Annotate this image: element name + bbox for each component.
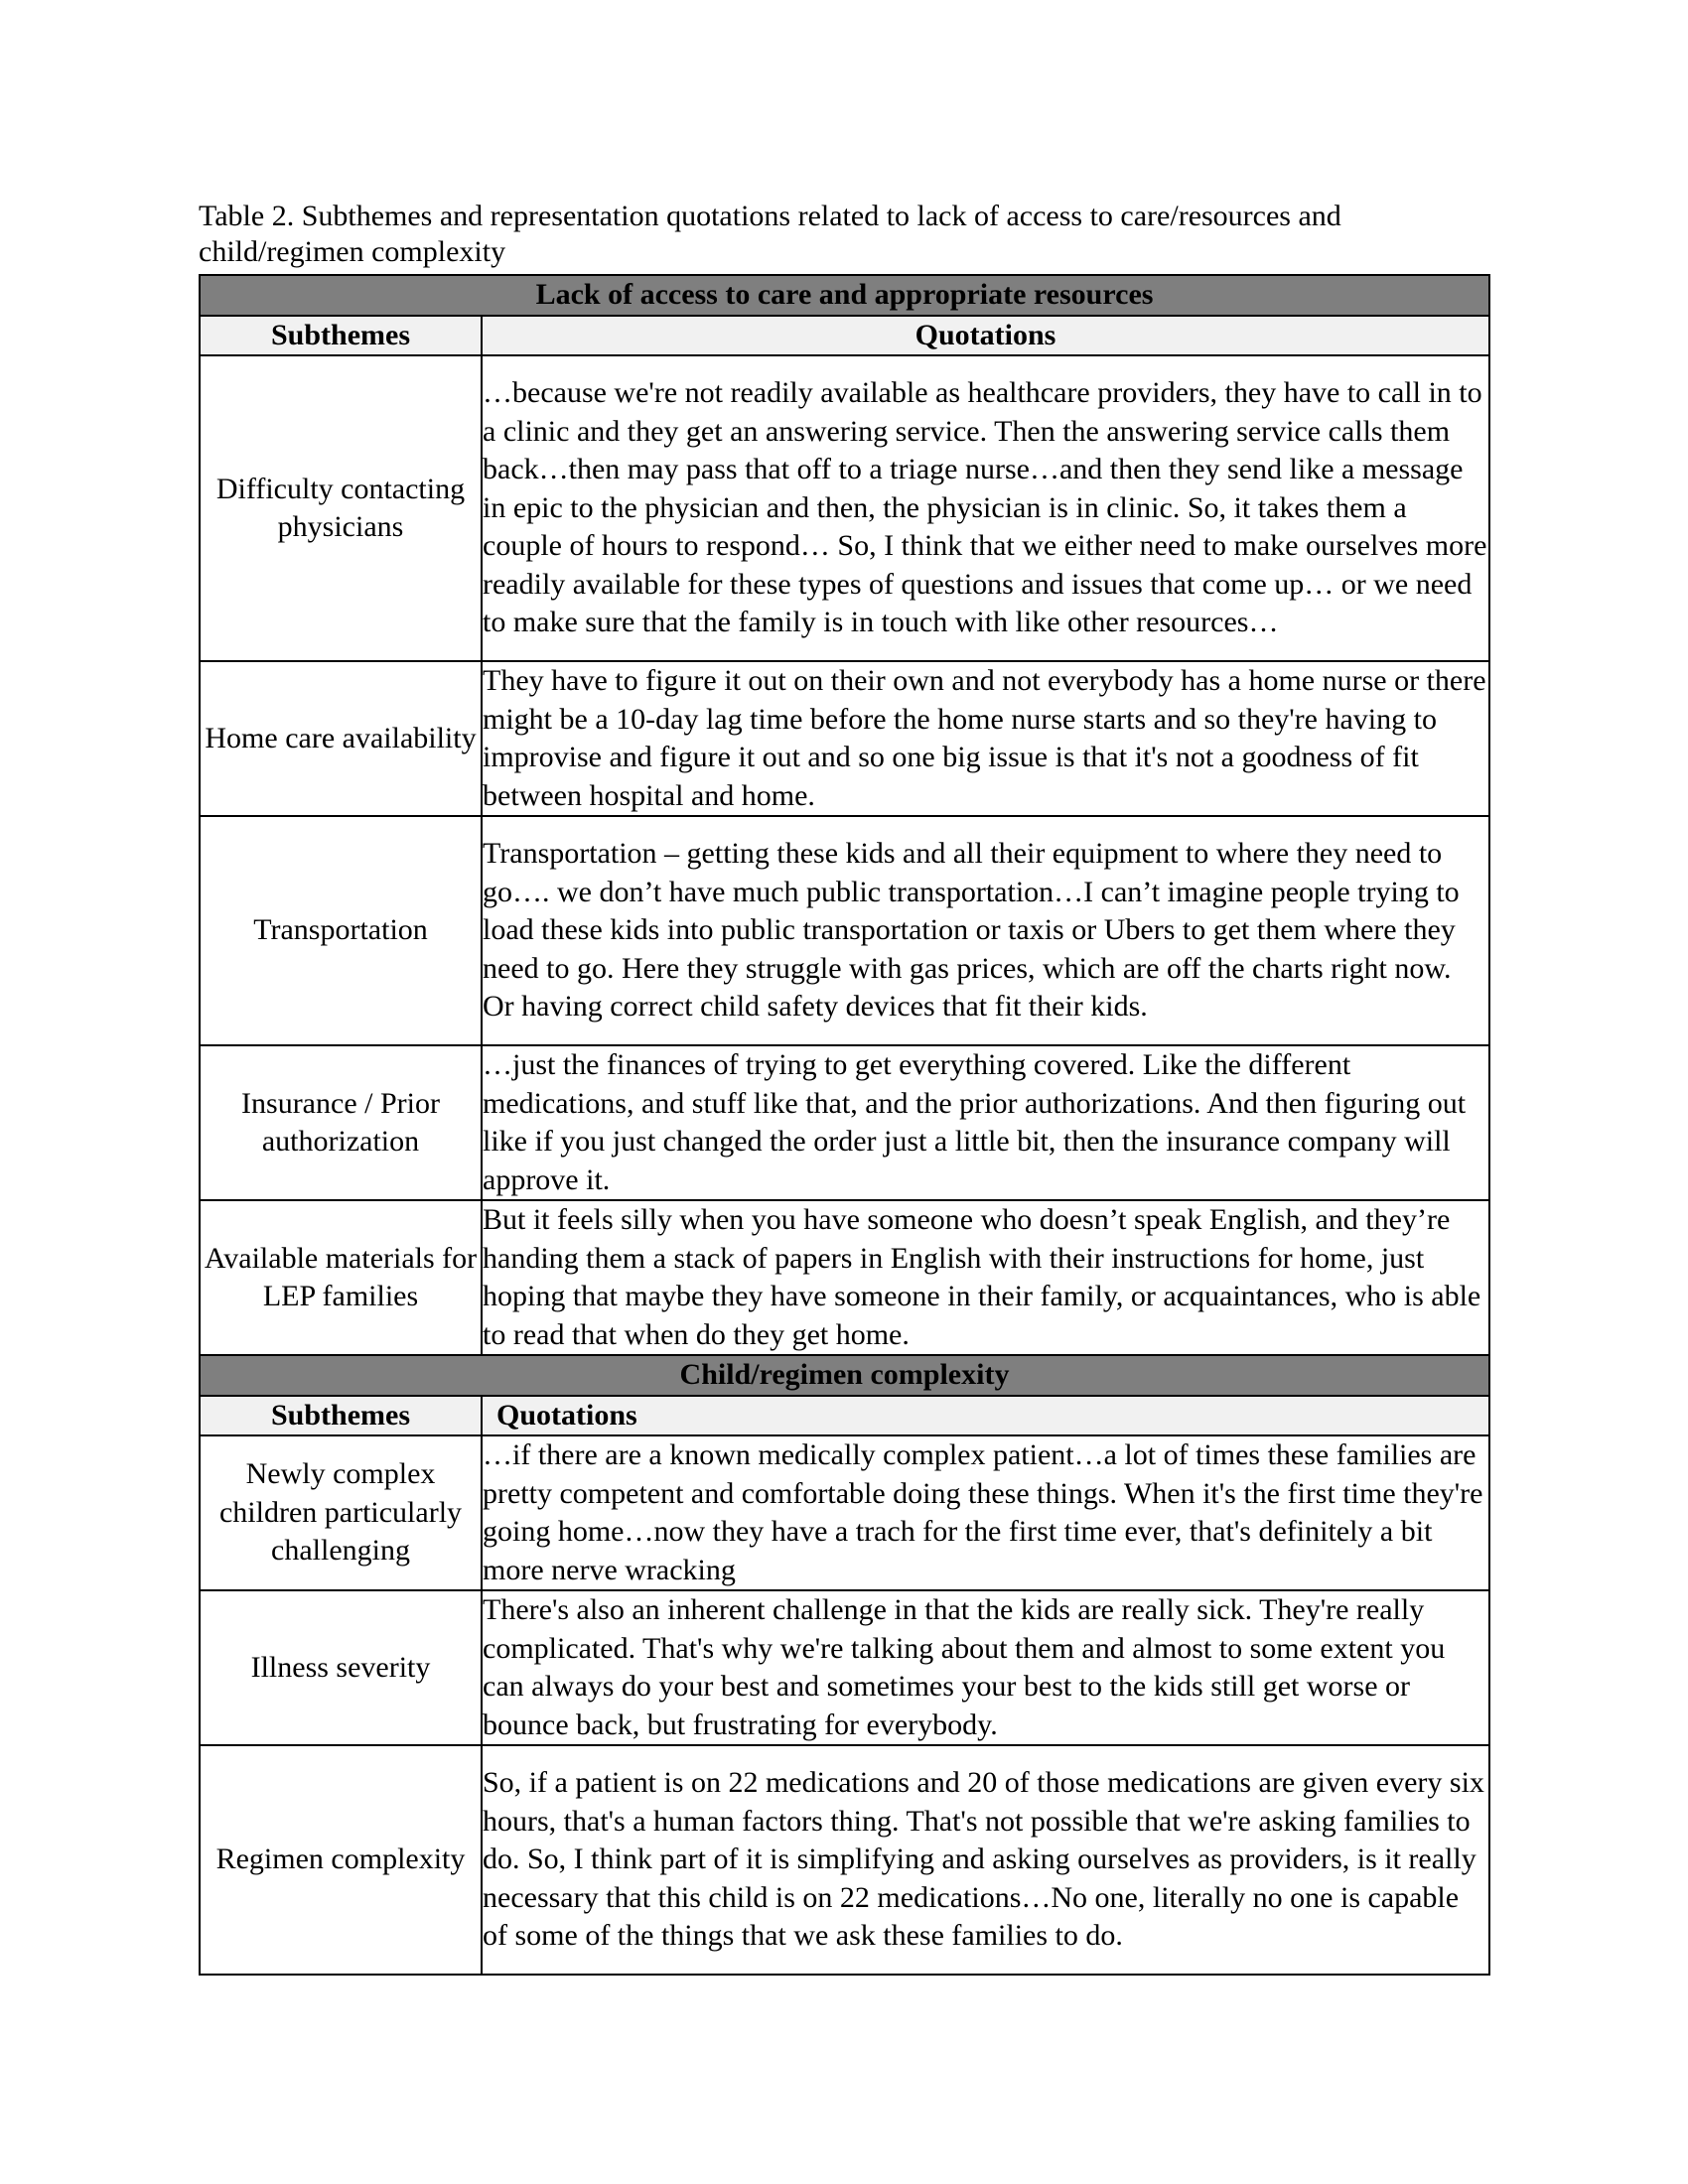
- subtheme-cell: Transportation: [200, 816, 482, 1045]
- quotation-cell: Transportation – getting these kids and all their equipment to where they need to go…. we don’t have much public transportation…I can’t imagine people trying to load these kids into public transportation or taxis or Ubers to get them where they need to go. Here they struggle with gas prices, which are off the charts right now. Or having correct child safety devices that fit their kids.: [482, 816, 1489, 1045]
- quotation-cell: …because we're not readily available as healthcare providers, they have to call in to a clinic and they get an answering service. Then the answering service calls them back…then may pass that off to a triage nurse…and then they send like a message in epic to the physician and then, the physician is in clinic. So, it takes them a couple of hours to respond… So, I think that we either need to make ourselves more readily available for these types of questions and issues that come up… or we need to make sure that the family is in touch with like other resources…: [482, 355, 1489, 661]
- subtheme-cell: Illness severity: [200, 1590, 482, 1745]
- table-row: [200, 816, 1489, 1045]
- subtheme-cell: Available materials for LEP families: [200, 1200, 482, 1355]
- section-title: Child/regimen complexity: [200, 1355, 1489, 1396]
- column-header-subthemes: Subthemes: [200, 1396, 482, 1436]
- table-caption: Table 2. Subthemes and representation quotations related to lack of access to care/resources and child/regimen complexity: [199, 200, 1341, 268]
- subtheme-cell: Newly complex children particularly challenging: [200, 1435, 482, 1590]
- table-row: [200, 661, 1489, 816]
- quotation-cell: There's also an inherent challenge in that the kids are really sick. They're really complicated. That's why we're talking about them and almost to some extent you can always do your best and sometimes your best to the kids still get worse or bounce back, but frustrating for everybody.: [482, 1590, 1489, 1745]
- column-header-quotations: Quotations: [482, 316, 1489, 356]
- quotation-cell: …if there are a known medically complex patient…a lot of times these families are pretty competent and comfortable doing these things. When it's the first time they're going home…now they have a trach for the first time ever, that's definitely a bit more nerve wracking: [482, 1435, 1489, 1590]
- quotation-cell: They have to figure it out on their own and not everybody has a home nurse or there might be a 10-day lag time before the home nurse starts and so they're having to improvise and figure it out and so one big issue is that it's not a goodness of fit between hospital and home.: [482, 661, 1489, 816]
- table-row: [200, 1200, 1489, 1355]
- column-header-row: [200, 1396, 1489, 1436]
- table-row: [200, 1590, 1489, 1745]
- subtheme-cell: Regimen complexity: [200, 1745, 482, 1975]
- column-header-subthemes: Subthemes: [200, 316, 482, 356]
- table-row: [200, 1045, 1489, 1200]
- subtheme-cell: Difficulty contacting physicians: [200, 355, 482, 661]
- subtheme-cell: Insurance / Prior authorization: [200, 1045, 482, 1200]
- column-header-quotations: Quotations: [482, 1396, 1489, 1436]
- table-row: [200, 1435, 1489, 1590]
- quotation-cell: But it feels silly when you have someone who doesn’t speak English, and they’re handing them a stack of papers in English with their instructions for home, just hoping that maybe they have someone in their family, or acquaintances, who is able to read that when do they get home.: [482, 1200, 1489, 1355]
- quotation-cell: …just the finances of trying to get everything covered. Like the different medications, and stuff like that, and the prior authorizations. And then figuring out like if you just changed the order just a little bit, then the insurance company will approve it.: [482, 1045, 1489, 1200]
- table-row: [200, 1745, 1489, 1975]
- section-header-access: [200, 275, 1489, 316]
- section-header-complexity: [200, 1355, 1489, 1396]
- subthemes-table: [199, 274, 1490, 1976]
- column-header-row: [200, 316, 1489, 356]
- quotation-cell: So, if a patient is on 22 medications and 20 of those medications are given every six hours, that's a human factors thing. That's not possible that we're asking families to do. So, I think part of it is simplifying and asking ourselves as providers, is it really necessary that this child is on 22 medications…No one, literally no one is capable of some of the things that we ask these families to do.: [482, 1745, 1489, 1975]
- section-title: Lack of access to care and appropriate resources: [200, 275, 1489, 316]
- subtheme-cell: Home care availability: [200, 661, 482, 816]
- table-row: [200, 355, 1489, 661]
